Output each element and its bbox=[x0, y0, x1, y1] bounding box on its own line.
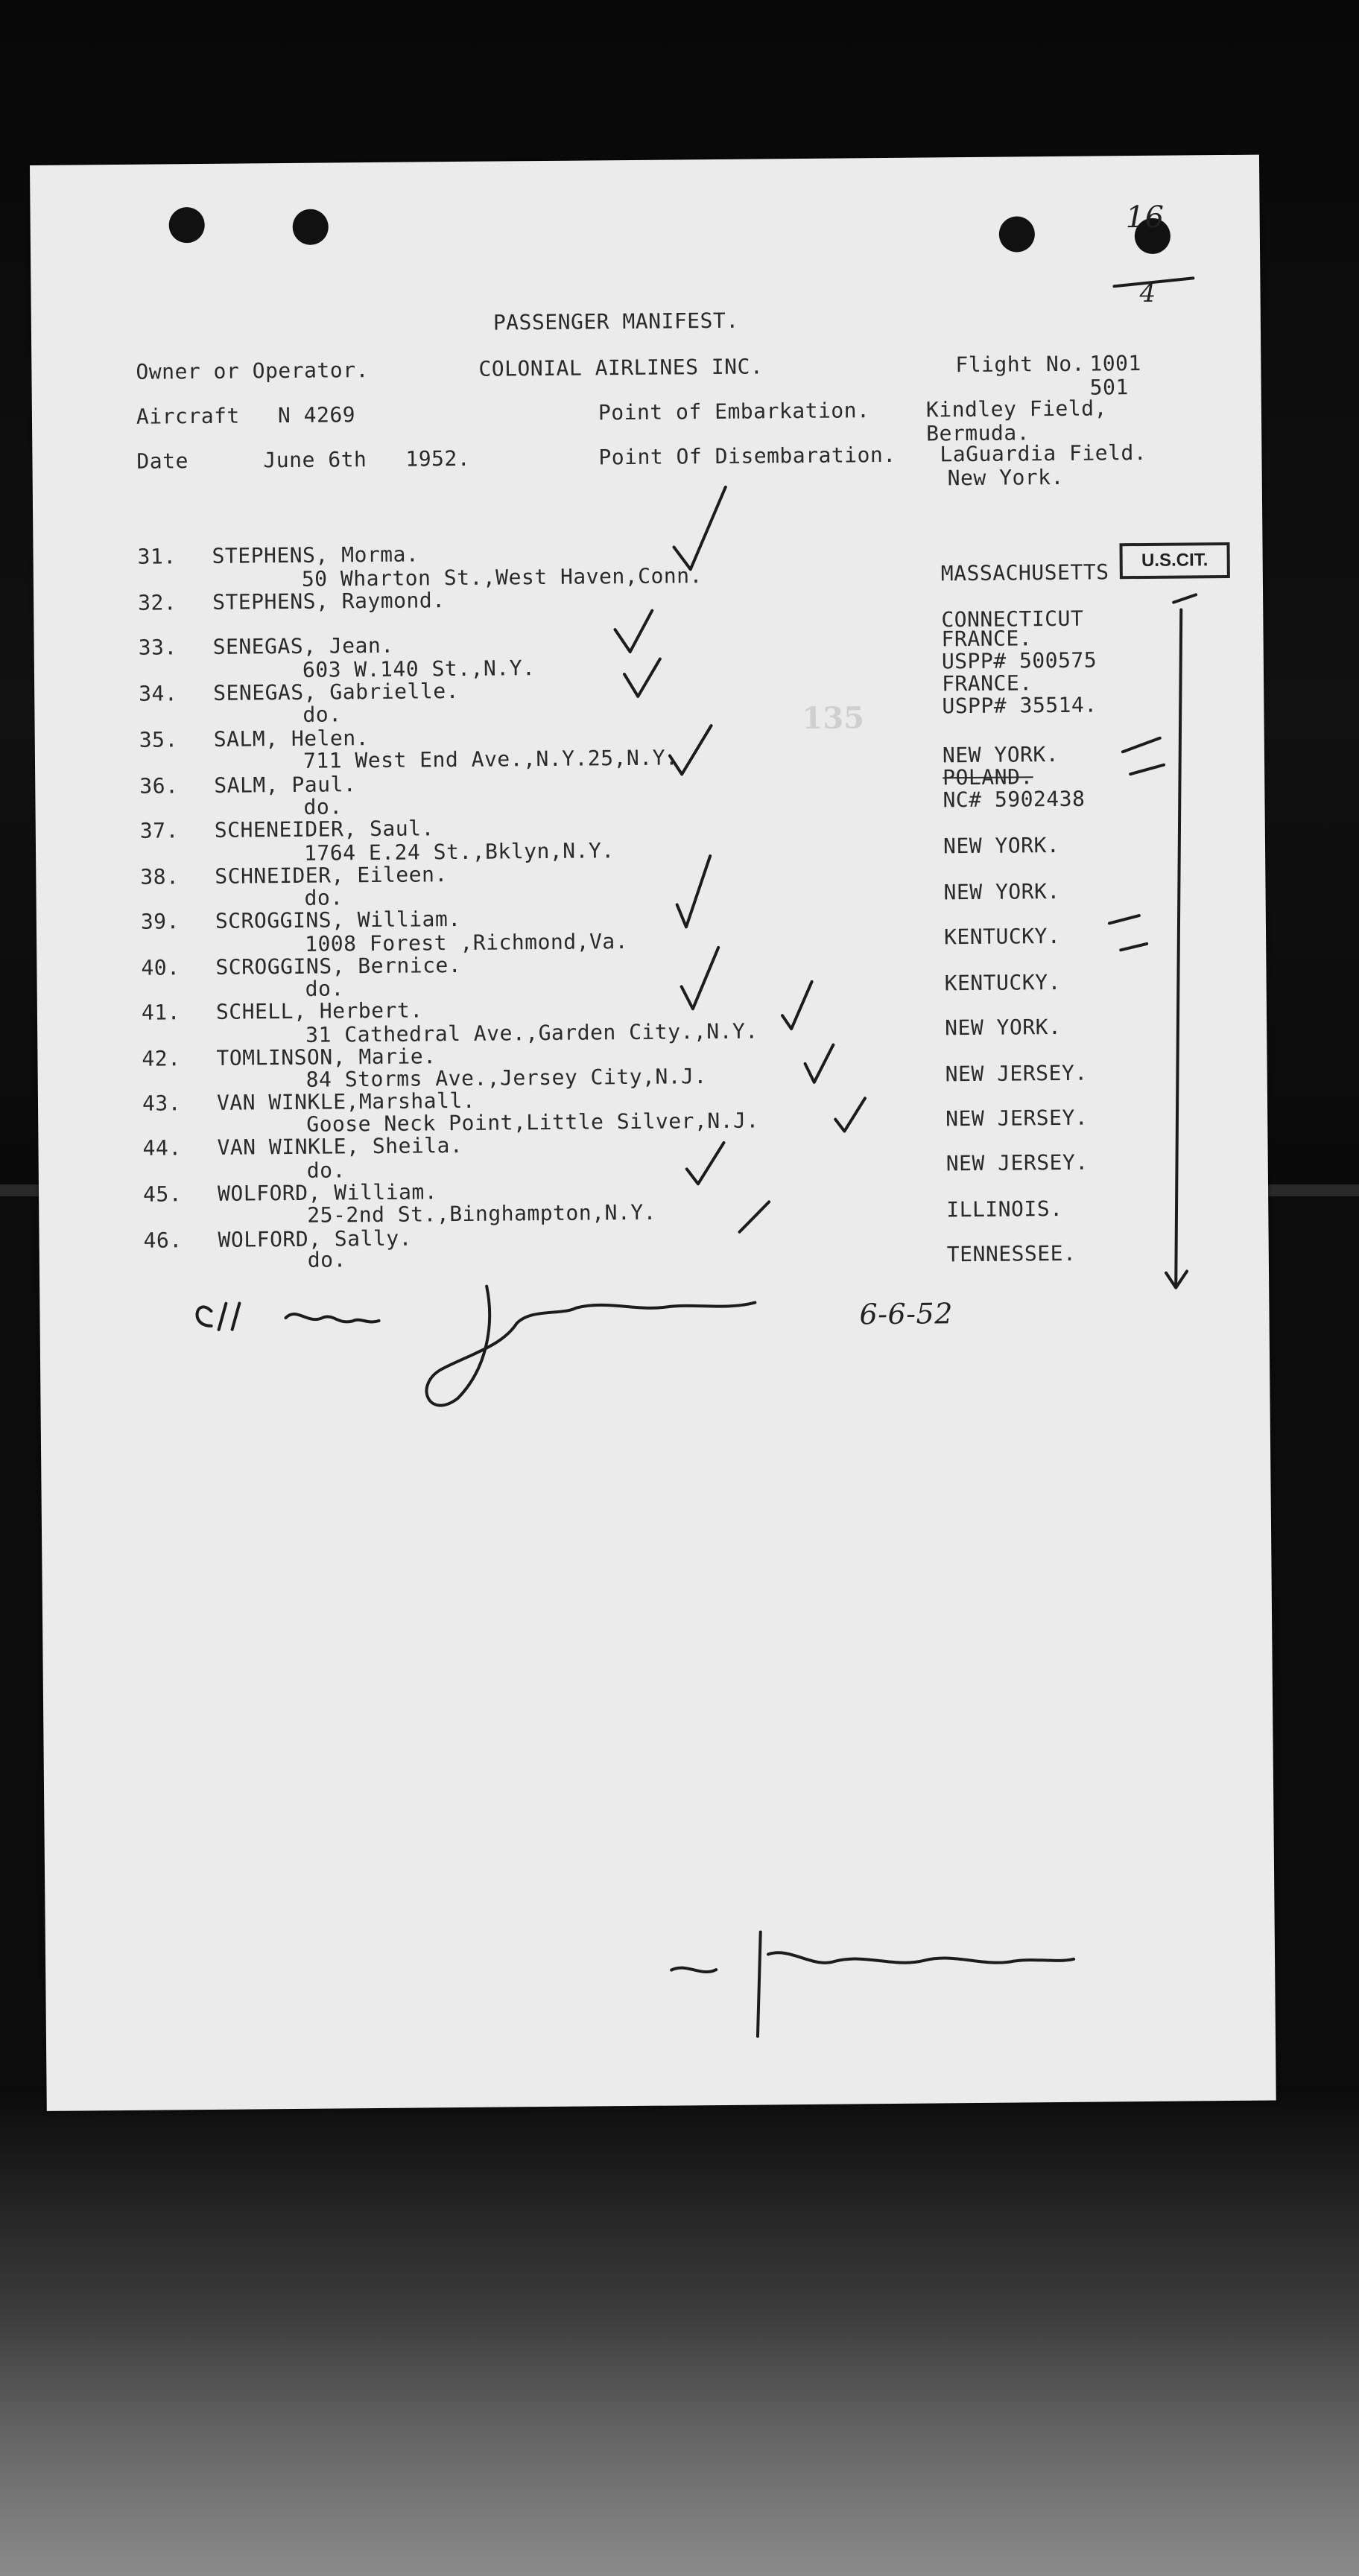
signature-date: 6-6-52 bbox=[859, 1297, 954, 1331]
passenger-address: do. bbox=[307, 1247, 347, 1272]
passenger-name: SCROGGINS, William. bbox=[215, 906, 461, 933]
passenger-passport: USPP# 35514. bbox=[942, 692, 1097, 719]
aircraft-value: N 4269 bbox=[277, 402, 356, 428]
owner-label: Owner or Operator. bbox=[136, 358, 369, 384]
passenger-address: 25-2nd St.,Binghampton,N.Y. bbox=[307, 1199, 657, 1228]
passenger-name: VAN WINKLE, Sheila. bbox=[217, 1132, 463, 1160]
passenger-origin: NEW YORK. bbox=[945, 1014, 1062, 1041]
row-number: 41. bbox=[141, 1000, 181, 1025]
passenger-origin: NEW JERSEY. bbox=[945, 1149, 1089, 1176]
passenger-name: STEPHENS, Raymond. bbox=[212, 588, 446, 615]
row-number: 40. bbox=[141, 955, 180, 980]
flight-label: Flight No. bbox=[955, 351, 1086, 378]
passenger-name: STEPHENS, Morma. bbox=[212, 542, 419, 568]
passenger-address: Goose Neck Point,Little Silver,N.J. bbox=[306, 1108, 759, 1137]
passenger-origin: CONNECTICUT bbox=[941, 606, 1084, 632]
page-sub-number: 4 bbox=[1139, 278, 1156, 309]
passenger-name: SENEGAS, Jean. bbox=[212, 632, 394, 659]
passenger-origin: KENTUCKY. bbox=[943, 923, 1061, 950]
passenger-passport: NC# 5902438 bbox=[943, 786, 1086, 813]
page-number: 16 bbox=[1125, 200, 1165, 235]
passenger-name: SCHELL, Herbert. bbox=[215, 997, 423, 1024]
passenger-address: 1008 Forest ,Richmond,Va. bbox=[304, 929, 629, 957]
faint-stamp-number: 135 bbox=[802, 700, 865, 736]
passenger-origin: TENNESSEE. bbox=[946, 1240, 1077, 1267]
row-number: 34. bbox=[139, 681, 178, 706]
passenger-address: do. bbox=[302, 702, 342, 727]
row-number: 38. bbox=[140, 864, 180, 889]
passenger-address: do. bbox=[305, 976, 344, 1001]
passenger-origin: NEW YORK. bbox=[943, 878, 1060, 905]
date-value: June 6th 1952. bbox=[263, 445, 471, 473]
passenger-origin: FRANCE. bbox=[941, 626, 1033, 652]
passenger-origin: FRANCE. bbox=[941, 670, 1033, 697]
passenger-origin: POLAND. bbox=[943, 764, 1033, 790]
passenger-address: 1764 E.24 St.,Bklyn,N.Y. bbox=[303, 838, 615, 866]
passenger-name: WOLFORD, Sally. bbox=[218, 1225, 413, 1252]
flight-alt: 501 bbox=[1089, 375, 1129, 400]
passenger-name: SCHNEIDER, Eileen. bbox=[215, 862, 448, 889]
row-number: 44. bbox=[142, 1135, 182, 1161]
row-number: 36. bbox=[139, 773, 179, 799]
passenger-address: do. bbox=[303, 794, 343, 819]
flight-value: 1001 bbox=[1089, 350, 1141, 376]
passenger-name: SALM, Helen. bbox=[213, 726, 370, 752]
row-number: 39. bbox=[140, 909, 180, 934]
aircraft-label: Aircraft bbox=[136, 403, 240, 429]
embark-value-2: Bermuda. bbox=[926, 420, 1030, 446]
row-number: 46. bbox=[143, 1228, 183, 1253]
passenger-name: SCHENEIDER, Saul. bbox=[214, 816, 435, 843]
passenger-name: VAN WINKLE,Marshall. bbox=[216, 1088, 476, 1115]
passenger-origin: KENTUCKY. bbox=[944, 969, 1061, 996]
scan-background-bottom bbox=[0, 2086, 1359, 2576]
us-citizen-box: U.S.CIT. bbox=[1119, 542, 1229, 579]
passenger-address: 84 Storms Ave.,Jersey City,N.J. bbox=[305, 1064, 707, 1092]
date-label: Date bbox=[136, 448, 189, 474]
row-number: 43. bbox=[142, 1091, 182, 1116]
passenger-address: 50 Wharton St.,West Haven,Conn. bbox=[301, 563, 703, 591]
row-number: 33. bbox=[138, 635, 177, 660]
passenger-origin: MASSACHUSETTS bbox=[940, 559, 1109, 586]
passenger-name: WOLFORD, William. bbox=[217, 1179, 438, 1206]
passenger-address: 603 W.140 St.,N.Y. bbox=[302, 656, 536, 682]
passenger-origin: NEW JERSEY. bbox=[945, 1105, 1089, 1132]
row-number: 45. bbox=[142, 1181, 183, 1207]
row-number: 35. bbox=[139, 727, 178, 752]
manifest-title: PASSENGER MANIFEST. bbox=[492, 308, 739, 335]
embark-label: Point of Embarkation. bbox=[598, 398, 870, 425]
owner-value: COLONIAL AIRLINES INC. bbox=[478, 354, 764, 381]
passenger-address: 31 Cathedral Ave.,Garden City.,N.Y. bbox=[305, 1018, 758, 1047]
passenger-name: SENEGAS, Gabrielle. bbox=[213, 679, 460, 705]
row-number: 31. bbox=[137, 544, 177, 569]
passenger-name: TOMLINSON, Marie. bbox=[216, 1044, 437, 1070]
passenger-origin: NEW YORK. bbox=[943, 832, 1060, 859]
disembark-label: Point Of Disembaration. bbox=[598, 442, 896, 470]
passenger-name: SCROGGINS, Bernice. bbox=[215, 952, 462, 980]
passenger-name: SALM, Paul. bbox=[214, 772, 357, 798]
signature-scribbles bbox=[30, 155, 1276, 2111]
passenger-address: do. bbox=[306, 1158, 346, 1183]
passenger-origin: NEW JERSEY. bbox=[945, 1060, 1088, 1087]
row-number: 42. bbox=[142, 1046, 181, 1071]
row-number: 37. bbox=[139, 818, 180, 843]
passenger-address: do. bbox=[304, 885, 343, 910]
passenger-passport: USPP# 500575 bbox=[941, 647, 1097, 674]
embark-value: Kindley Field, bbox=[925, 396, 1108, 422]
row-number: 32. bbox=[137, 590, 177, 615]
manifest-page bbox=[30, 155, 1276, 2111]
passenger-origin: ILLINOIS. bbox=[946, 1196, 1063, 1222]
passenger-address: 711 West End Ave.,N.Y.25,N.Y. bbox=[302, 745, 679, 773]
passenger-origin: NEW YORK. bbox=[942, 741, 1059, 768]
disembark-value: LaGuardia Field. bbox=[940, 440, 1147, 467]
disembark-value-2: New York. bbox=[947, 464, 1065, 491]
